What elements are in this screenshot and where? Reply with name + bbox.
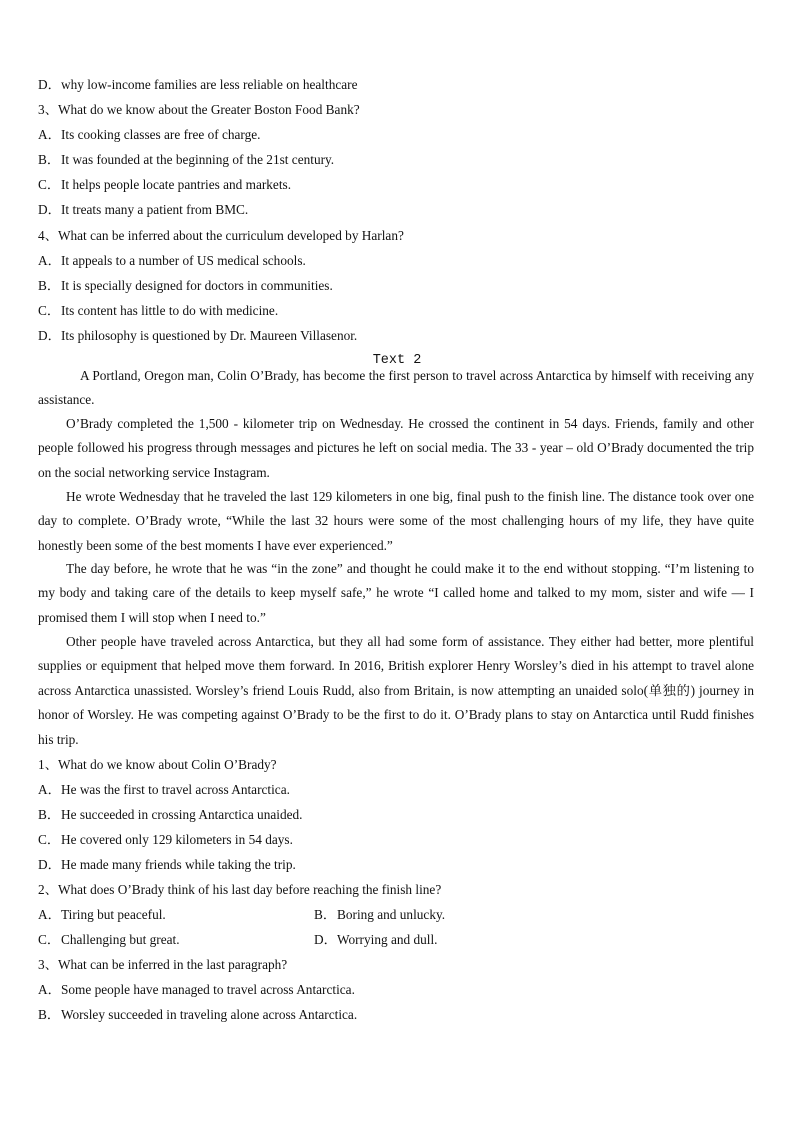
option-label: B． <box>38 807 61 822</box>
option-d-prev-q2 <box>38 77 357 93</box>
option-text: It was founded at the beginning of the 21st century. <box>61 152 335 167</box>
option-label: B． <box>38 152 61 167</box>
option-label: A． <box>38 982 61 997</box>
option-text: It treats many a patient from BMC. <box>61 202 249 217</box>
option-a <box>38 982 355 998</box>
option-label: D． <box>38 202 61 217</box>
option-text: It helps people locate pantries and markets. <box>61 177 292 192</box>
question-text: What do we know about Colin O’Brady? <box>57 757 277 772</box>
question-text: What does O’Brady think of his last day before reaching the finish line? <box>57 882 442 897</box>
passage-paragraph-2: O’Brady completed the 1,500 - kilometer trip on Wednesday. He crossed the continent in 54 days. Friends, family and other people followed his progress through messages and pictures he left on social media. The 33 - year – old O’Brady documented the trip on the social networking service Instagram. <box>38 416 754 480</box>
question-number: 1、 <box>38 757 58 772</box>
option-text: Boring and unlucky. <box>337 907 446 922</box>
option-text: Worsley succeeded in traveling alone across Antarctica. <box>61 1007 358 1022</box>
option-text: Its philosophy is questioned by Dr. Maureen Villasenor. <box>61 328 358 343</box>
question-number: 3、 <box>38 957 58 972</box>
option-label: D． <box>314 932 337 947</box>
passage-paragraph-3: He wrote Wednesday that he traveled the last 129 kilometers in one big, final push to the finish line. The distance took over one day to complete. O’Brady wrote, “While the last 32 hours were some of the most challenging hours of my life, they have quite honestly been some of the best moments I have ever experienced.” <box>38 489 754 553</box>
question-2-last-day <box>38 882 441 898</box>
option-b <box>38 278 333 294</box>
option-text: Some people have managed to travel across Antarctica. <box>61 982 355 997</box>
option-label: D． <box>38 328 61 343</box>
options-row-cd <box>38 932 738 948</box>
option-c <box>38 177 291 193</box>
question-number: 3、 <box>38 102 58 117</box>
option-label: A． <box>38 907 61 922</box>
option-text: Its content has little to do with medicine. <box>61 303 279 318</box>
option-b <box>38 807 302 823</box>
option-d <box>38 328 357 344</box>
question-text: What can be inferred in the last paragraph? <box>57 957 288 972</box>
option-b <box>38 152 334 168</box>
question-text: What do we know about the Greater Boston Food Bank? <box>57 102 360 117</box>
question-1-obrady <box>38 757 277 773</box>
option-c <box>38 832 293 848</box>
question-3-food-bank <box>38 102 360 118</box>
question-4-curriculum <box>38 228 404 244</box>
option-label: A． <box>38 782 61 797</box>
option-label: C． <box>38 932 61 947</box>
question-3-last-paragraph <box>38 957 287 973</box>
option-label: A． <box>38 127 61 142</box>
option-b <box>314 907 445 923</box>
question-number: 4、 <box>38 228 58 243</box>
option-text: why low-income families are less reliable on healthcare <box>61 77 358 92</box>
option-label: B． <box>314 907 337 922</box>
options-row-ab <box>38 907 738 923</box>
question-number: 2、 <box>38 882 58 897</box>
option-d <box>314 932 438 948</box>
option-label: B． <box>38 278 61 293</box>
option-text: It appeals to a number of US medical schools. <box>61 253 306 268</box>
option-a <box>38 782 290 798</box>
option-c <box>38 303 278 319</box>
option-a <box>38 907 166 922</box>
section-heading: Text 2 <box>372 353 422 368</box>
option-text: Its cooking classes are free of charge. <box>61 127 261 142</box>
option-label: C． <box>38 303 61 318</box>
option-label: D． <box>38 77 61 92</box>
option-label: D． <box>38 857 61 872</box>
passage-paragraph-1: A Portland, Oregon man, Colin O’Brady, has become the first person to travel across Antarctica by himself with receiving any assistance. <box>38 368 754 408</box>
option-d <box>38 857 296 873</box>
option-c <box>38 932 180 947</box>
option-label: C． <box>38 832 61 847</box>
option-text: It is specially designed for doctors in communities. <box>61 278 333 293</box>
option-text: Challenging but great. <box>61 932 180 947</box>
option-text: He succeeded in crossing Antarctica unaided. <box>61 807 303 822</box>
passage-paragraph-5: Other people have traveled across Antarctica, but they all had some form of assistance. They either had better, more plentiful supplies or equipment that helped move them forward. In 2016, British explorer Henry Worsley’s died in his attempt to travel alone across Antarctica unassisted. Worsley’s friend Louis Rudd, also from Britain, is now attempting an unaided solo(单独的) journey in honor of Worsley. He was competing against O’Brady to be the first to do it. O’Brady plans to stay on Antarctica until Rudd finishes his trip. <box>38 634 754 747</box>
option-label: A． <box>38 253 61 268</box>
option-text: He was the first to travel across Antarctica. <box>61 782 290 797</box>
option-label: B． <box>38 1007 61 1022</box>
option-text: Worrying and dull. <box>337 932 438 947</box>
option-text: He made many friends while taking the trip. <box>61 857 296 872</box>
question-text: What can be inferred about the curriculum developed by Harlan? <box>57 228 404 243</box>
option-text: He covered only 129 kilometers in 54 days. <box>61 832 293 847</box>
option-label: C． <box>38 177 61 192</box>
passage-paragraph-4: The day before, he wrote that he was “in the zone” and thought he could make it to the end without stopping. “I’m listening to my body and taking care of the details to keep myself safe,” he wrote “I called home and talked to my mom, sister and wife — I promised them I will stop when I need to.” <box>38 561 754 625</box>
option-a <box>38 253 306 269</box>
option-b <box>38 1007 357 1023</box>
option-d <box>38 202 248 218</box>
option-a <box>38 127 261 143</box>
option-text: Tiring but peaceful. <box>61 907 166 922</box>
